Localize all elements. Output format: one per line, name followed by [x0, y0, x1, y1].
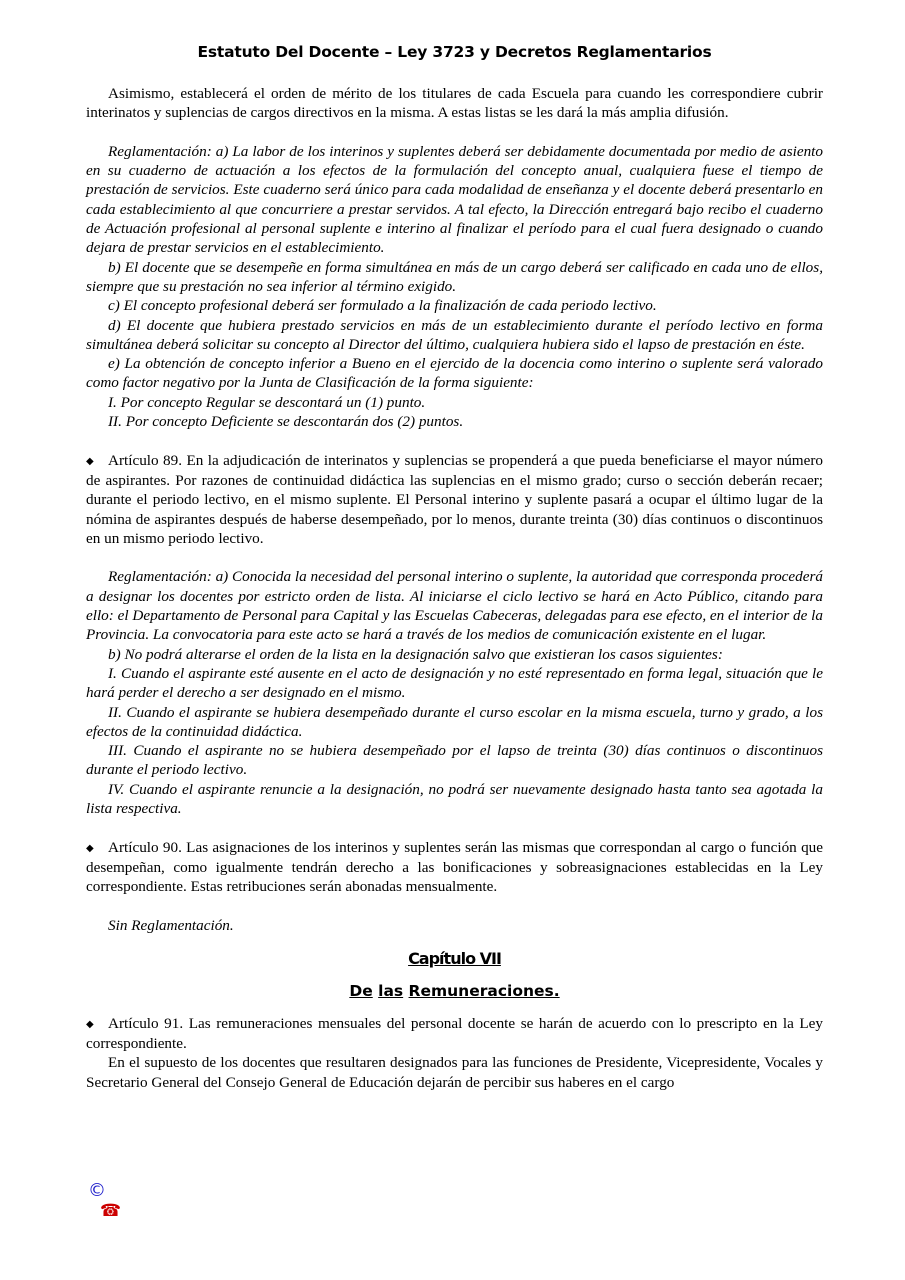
reglamentacion-item: IV. Cuando el aspirante renuncie a la designación, no podrá ser nuevamente designado hasta tanto sea agotada la lista respectiva. [86, 780, 823, 817]
reglamentacion-item: III. Cuando el aspirante no se hubiera desempeñado por el lapso de treinta (30) días continuos o discontinuos durante el periodo lectivo. [86, 742, 823, 779]
article-90-text: Artículo 90. Las asignaciones de los interinos y suplentes serán las mismas que correspondan al cargo o función que desempeñan, como igualmente tendrán derecho a las bonificaciones y sobreasignaciones establecidas en la Ley correspondiente. Estas retribuciones serán abonadas mensualmente. [86, 838, 823, 896]
copyright-icon: © [88, 1180, 106, 1201]
paragraph: Asimismo, establecerá el orden de mérito de los titulares de cada Escuela para cuando les correspondiere cubrir interinatos y suplencias de cargos directivos en la misma. A estas listas se les dará la más amplia difusión. [86, 85, 823, 122]
reglamentacion-paragraph: Reglamentación: a) Conocida la necesidad del personal interino o suplente, la autoridad que corresponda procederá a designar los docentes por estricto orden de lista. Al iniciarse el ciclo lectivo se hará en Acto Público, citando para ello: el Departamento de Personal para Capital y las Escuelas Cabeceras, delegadas para ese efecto, en el interior de la Provincia. La convocatoria para este acto se hará a través de los medios de comunicación existente en el lugar. [86, 568, 823, 644]
reglamentacion-item: c) El concepto profesional deberá ser formulado a la finalización de cada periodo lectivo. [108, 297, 657, 315]
page-header-title: Estatuto Del Docente – Ley 3723 y Decretos Reglamentarios [197, 43, 712, 61]
article-91 [86, 1014, 823, 1054]
reglamentacion-item: I. Cuando el aspirante esté ausente en el acto de designación y no esté representado en forma legal, situación que le hará perder el derecho a ser designado en el mismo. [86, 664, 823, 702]
reglamentacion-paragraph: Reglamentación: a) La labor de los interinos y suplentes deberá ser debidamente documentada por medio de asiento en su cuaderno de actuación a los efectos de la formulación del concepto anual, cualquiera fuese el tiempo de prestación de servicios. Este cuaderno será único para cada modalidad de enseñanza y el docente deberá presentarlo en cada establecimiento al que concurriere a prestar servidos. A tal efecto, la Dirección entregará bajo recibo el cuaderno de Actuación profesional al personal suplente e interino al finalizar el período para el cual fuera designado o cuando dejara de prestar servicios en el establecimiento. [86, 142, 823, 257]
chapter-number: Capítulo VII [408, 949, 501, 969]
diamond-bullet-icon: ◆ [86, 1018, 94, 1030]
article-90 [86, 838, 823, 897]
diamond-bullet-icon: ◆ [86, 455, 94, 467]
reglamentacion-item: b) El docente que se desempeñe en forma simultánea en más de un cargo deberá ser calificado en cada uno de ellos, siempre que su prestación no sea inferior al término exigido. [86, 258, 823, 295]
chapter-title-word: Remuneraciones. [408, 982, 560, 1001]
article-91-text: Artículo 91. Las remuneraciones mensuales del personal docente se harán de acuerdo con lo prescripto en la Ley correspondiente. [86, 1014, 823, 1052]
reglamentacion-item: e) La obtención de concepto inferior a Bueno en el ejercido de la docencia como interino o suplente será valorado como factor negativo por la Junta de Clasificación de la forma siguiente: [86, 355, 823, 392]
document-body [86, 84, 823, 1092]
reglamentacion-item: I. Por concepto Regular se descontará un (1) punto. [108, 393, 426, 411]
reglamentacion-item: II. Por concepto Deficiente se descontarán dos (2) puntos. [108, 413, 464, 431]
article-89 [86, 451, 823, 548]
article-89-text: Artículo 89. En la adjudicación de interinatos y suplencias se propenderá a que pueda beneficiarse el mayor número de aspirantes. Por razones de continuidad didáctica las suplencias en el mismo grado; curso o sección deberán recaer; durante el periodo lectivo, en el mismo suplente. El Personal interino y suplente pasará a ocupar el último lugar de la nómina de aspirantes después de haberse desempeñado, por lo menos, durante treinta (30) días continuos o discontinuos en un mismo periodo lectivo. [86, 451, 823, 547]
chapter-title-word: las [378, 982, 404, 1001]
reglamentacion-item: d) El docente que hubiera prestado servicios en más de un establecimiento durante el período lectivo en forma simultánea deberá solicitar su concepto al Director del último, cualquiera hubiera sido el lapso de prestación en éste. [86, 316, 823, 353]
phone-icon: ☎ [100, 1201, 122, 1221]
paragraph: En el supuesto de los docentes que resultaren designados para las funciones de Presidente, Vicepresidente, Vocales y Secretario General del Consejo General de Educación dejarán de percibir sus haberes en el cargo [86, 1054, 823, 1091]
reglamentacion-item: b) No podrá alterarse el orden de la lista en la designación salvo que existieran los casos siguientes: [108, 645, 723, 663]
reglamentacion-item: II. Cuando el aspirante se hubiera desempeñado durante el curso escolar en la misma escuela, turno y grado, a los efectos de la continuidad didáctica. [86, 703, 823, 740]
sin-reglamentacion: Sin Reglamentación. [108, 916, 234, 934]
chapter-title [86, 982, 823, 1001]
chapter-title-word: De [349, 982, 373, 1001]
diamond-bullet-icon: ◆ [86, 842, 94, 854]
page-footer [88, 1180, 388, 1221]
